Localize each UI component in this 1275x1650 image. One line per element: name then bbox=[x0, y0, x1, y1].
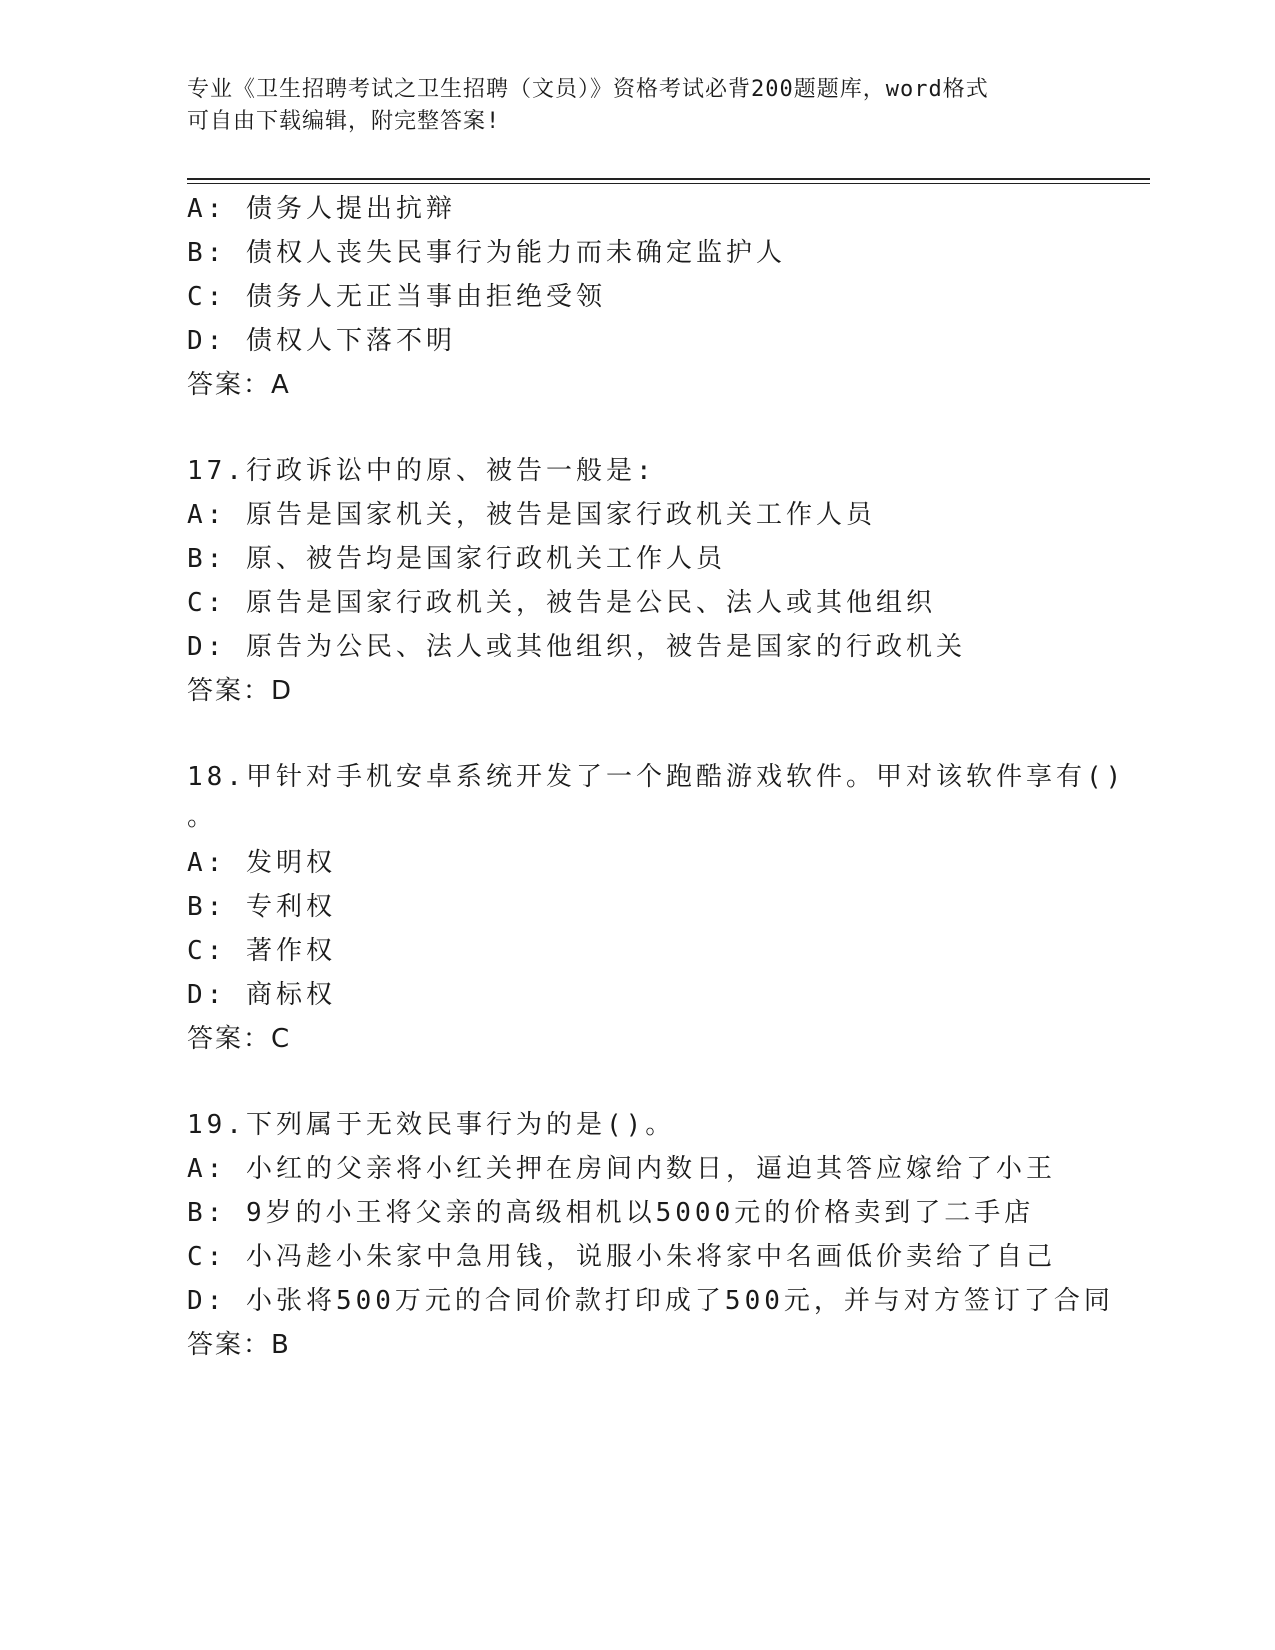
q16-option-b: B: 债权人丧失民事行为能力而未确定监护人 bbox=[187, 238, 786, 268]
q18-option-b: B: 专利权 bbox=[187, 892, 336, 922]
q18-answer: 答案：C bbox=[187, 1024, 292, 1054]
q17-answer: 答案：D bbox=[187, 676, 294, 706]
q16-option-a: A: 债务人提出抗辩 bbox=[187, 194, 456, 224]
q18-question-continued: 。 bbox=[187, 802, 218, 832]
q19-answer: 答案：B bbox=[187, 1330, 291, 1360]
header-divider-thick bbox=[187, 178, 1150, 180]
q17-option-d: D: 原告为公民、法人或其他组织，被告是国家的行政机关 bbox=[187, 632, 966, 662]
header-divider-thin bbox=[187, 183, 1150, 184]
q19-option-b: B: 9岁的小王将父亲的高级相机以5000元的价格卖到了二手店 bbox=[187, 1198, 1035, 1228]
q18-option-d: D: 商标权 bbox=[187, 980, 336, 1010]
header-line-2: 可自由下载编辑，附完整答案! bbox=[187, 109, 501, 134]
q17-option-c: C: 原告是国家行政机关，被告是公民、法人或其他组织 bbox=[187, 588, 936, 618]
q18-option-a: A: 发明权 bbox=[187, 848, 336, 878]
q19-option-a: A: 小红的父亲将小红关押在房间内数日，逼迫其答应嫁给了小王 bbox=[187, 1154, 1056, 1184]
q18-question: 18.甲针对手机安卓系统开发了一个跑酷游戏软件。甲对该软件享有() bbox=[187, 762, 1126, 792]
q19-question: 19.下列属于无效民事行为的是()。 bbox=[187, 1110, 676, 1140]
q19-option-c: C: 小冯趁小朱家中急用钱，说服小朱将家中名画低价卖给了自己 bbox=[187, 1242, 1056, 1272]
document-header bbox=[187, 74, 1087, 138]
header-line-1: 专业《卫生招聘考试之卫生招聘（文员）》资格考试必背200题题库，word格式 bbox=[187, 77, 989, 102]
q17-option-b: B: 原、被告均是国家行政机关工作人员 bbox=[187, 544, 726, 574]
q17-question: 17.行政诉讼中的原、被告一般是: bbox=[187, 456, 656, 486]
q16-answer: 答案：A bbox=[187, 370, 291, 400]
q16-option-d: D: 债权人下落不明 bbox=[187, 326, 456, 356]
q17-option-a: A: 原告是国家机关，被告是国家行政机关工作人员 bbox=[187, 500, 876, 530]
q19-option-d: D: 小张将500万元的合同价款打印成了500元，并与对方签订了合同 bbox=[187, 1286, 1114, 1316]
q18-option-c: C: 著作权 bbox=[187, 936, 336, 966]
q16-option-c: C: 债务人无正当事由拒绝受领 bbox=[187, 282, 606, 312]
